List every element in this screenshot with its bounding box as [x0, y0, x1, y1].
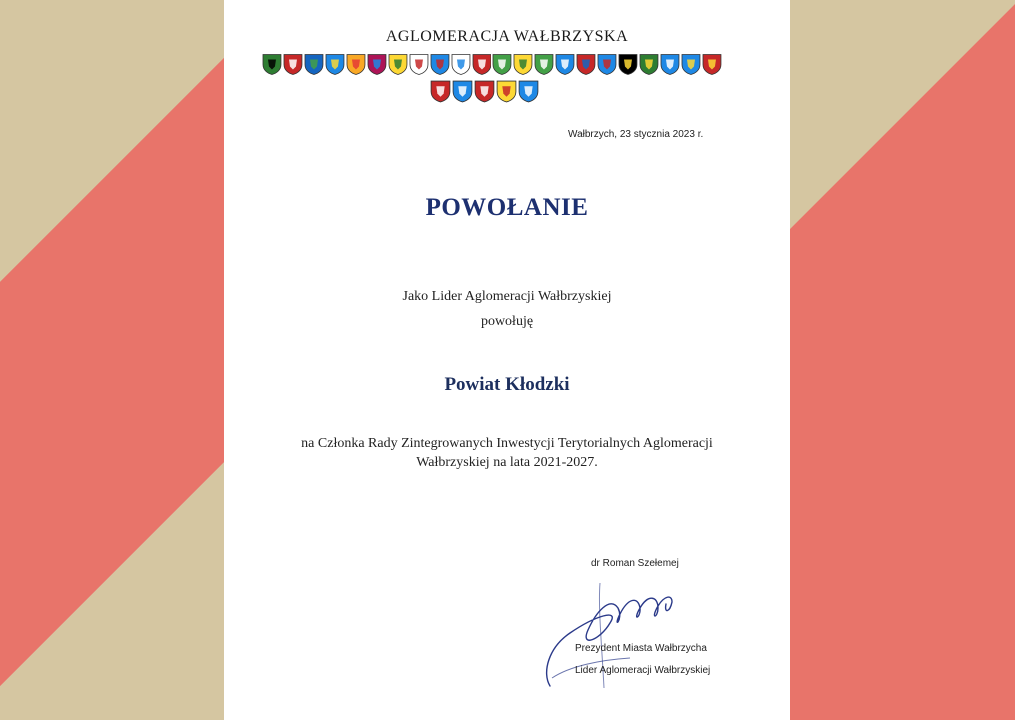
row2-crest-icon-4: [496, 80, 517, 103]
row1-crest-icon-21: [681, 53, 701, 76]
row1-crest-icon-16: [576, 53, 596, 76]
row1-crest-icon-5: [346, 53, 366, 76]
body-line-2: Wałbrzyskiej na lata 2021-2027.: [416, 455, 598, 470]
signatory-name: dr Roman Szełemej: [591, 558, 679, 569]
crest-row-2: [262, 80, 722, 104]
intro-line-2: powołuję: [480, 314, 534, 329]
row1-crest-icon-12: [492, 53, 512, 76]
signatory-role-2: Lider Aglomeracji Wałbrzyskiej: [575, 665, 711, 676]
appointed-entity: Powiat Kłodzki: [444, 374, 570, 395]
row2-crest-icon-1: [430, 80, 451, 103]
row1-crest-icon-14: [534, 53, 554, 76]
row2-crest-icon-3: [474, 80, 495, 103]
row2-crest-icon-5: [518, 80, 539, 103]
intro-line-1: Jako Lider Aglomeracji Wałbrzyskiej: [402, 289, 612, 304]
row1-crest-icon-3: [304, 53, 324, 76]
row2-crest-icon-2: [452, 80, 473, 103]
handwritten-signature: [540, 578, 700, 698]
body-line-1: na Członka Rady Zintegrowanych Inwestycji Terytorialnych Aglomeracji: [301, 436, 713, 451]
row1-crest-icon-4: [325, 53, 345, 76]
appointment-body: [254, 434, 760, 472]
row1-crest-icon-13: [513, 53, 533, 76]
appointment-document: [224, 0, 790, 720]
row1-crest-icon-7: [388, 53, 408, 76]
crest-row-1: [262, 53, 722, 77]
intro-text: [224, 284, 790, 334]
row1-crest-icon-6: [367, 53, 387, 76]
row1-crest-icon-22: [702, 53, 722, 76]
row1-crest-icon-2: [283, 53, 303, 76]
row1-crest-icon-8: [409, 53, 429, 76]
row1-crest-icon-1: [262, 53, 282, 76]
row1-crest-icon-20: [660, 53, 680, 76]
row1-crest-icon-11: [472, 53, 492, 76]
row1-crest-icon-17: [597, 53, 617, 76]
header-title: AGLOMERACJA WAŁBRZYSKA: [385, 28, 629, 45]
document-date: Wałbrzych, 23 stycznia 2023 r.: [568, 129, 704, 140]
signatory-role-1: Prezydent Miasta Wałbrzycha: [575, 643, 707, 654]
municipal-crests: [262, 53, 722, 107]
row1-crest-icon-10: [451, 53, 471, 76]
row1-crest-icon-18: [618, 53, 638, 76]
document-title: POWOŁANIE: [425, 194, 589, 221]
row1-crest-icon-9: [430, 53, 450, 76]
row1-crest-icon-19: [639, 53, 659, 76]
row1-crest-icon-15: [555, 53, 575, 76]
